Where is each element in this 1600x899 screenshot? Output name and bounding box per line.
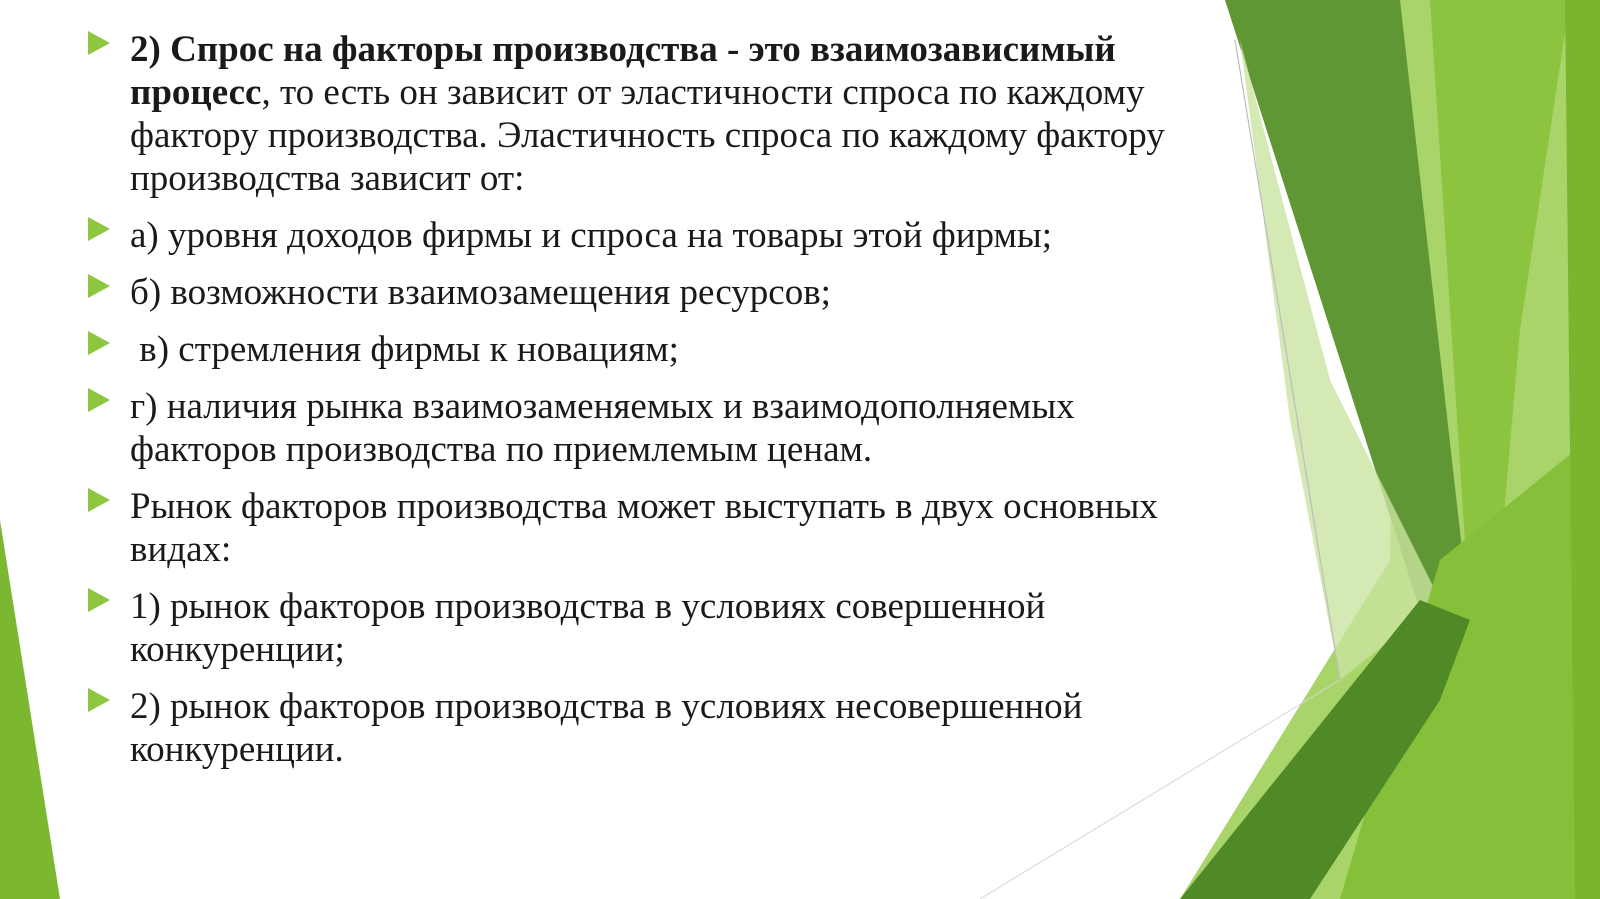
bullet-item [86,385,1216,471]
bullet-text: , то есть он зависит от эластичности спроса по каждому фактору производства. Эластичность спроса по каждому фактору производства зависит от: [130,72,1165,199]
bullet-text: б) возможности взаимозамещения ресурсов; [130,272,831,313]
triangle-bullet-icon [88,331,110,355]
triangle-bullet-icon [88,688,110,712]
triangle-bullet-icon [88,217,110,241]
bullet-bold-text: 2) Спрос на факторы производства - это взаимозависимый процесс [130,29,1116,113]
bullet-text: 1) рынок факторов производства в условиях совершенной конкуренции; [130,586,1046,670]
bullet-text: а) уровня доходов фирмы и спроса на товары этой фирмы; [130,215,1053,256]
left-green-sliver [0,520,60,899]
bullet-item [86,485,1216,571]
bullet-text: 2) рынок факторов производства в условиях несовершенной конкуренции. [130,686,1083,770]
bullet-text: г) наличия рынка взаимозаменяемых и взаимодополняемых факторов производства по приемлемым ценам. [130,386,1075,470]
bullet-item [86,28,1216,200]
triangle-bullet-icon [88,488,110,512]
triangle-bullet-icon [88,388,110,412]
bullet-item [86,685,1216,771]
bullet-item [86,585,1216,671]
bullet-item [86,271,1216,314]
bullet-text: в) стремления фирмы к новациям; [130,329,679,370]
bullet-text: Рынок факторов производства может выступать в двух основных видах: [130,486,1158,570]
bullet-list [86,28,1216,785]
triangle-bullet-icon [88,588,110,612]
triangle-bullet-icon [88,274,110,298]
triangle-bullet-icon [88,31,110,55]
bullet-item [86,214,1216,257]
bullet-item [86,328,1216,371]
